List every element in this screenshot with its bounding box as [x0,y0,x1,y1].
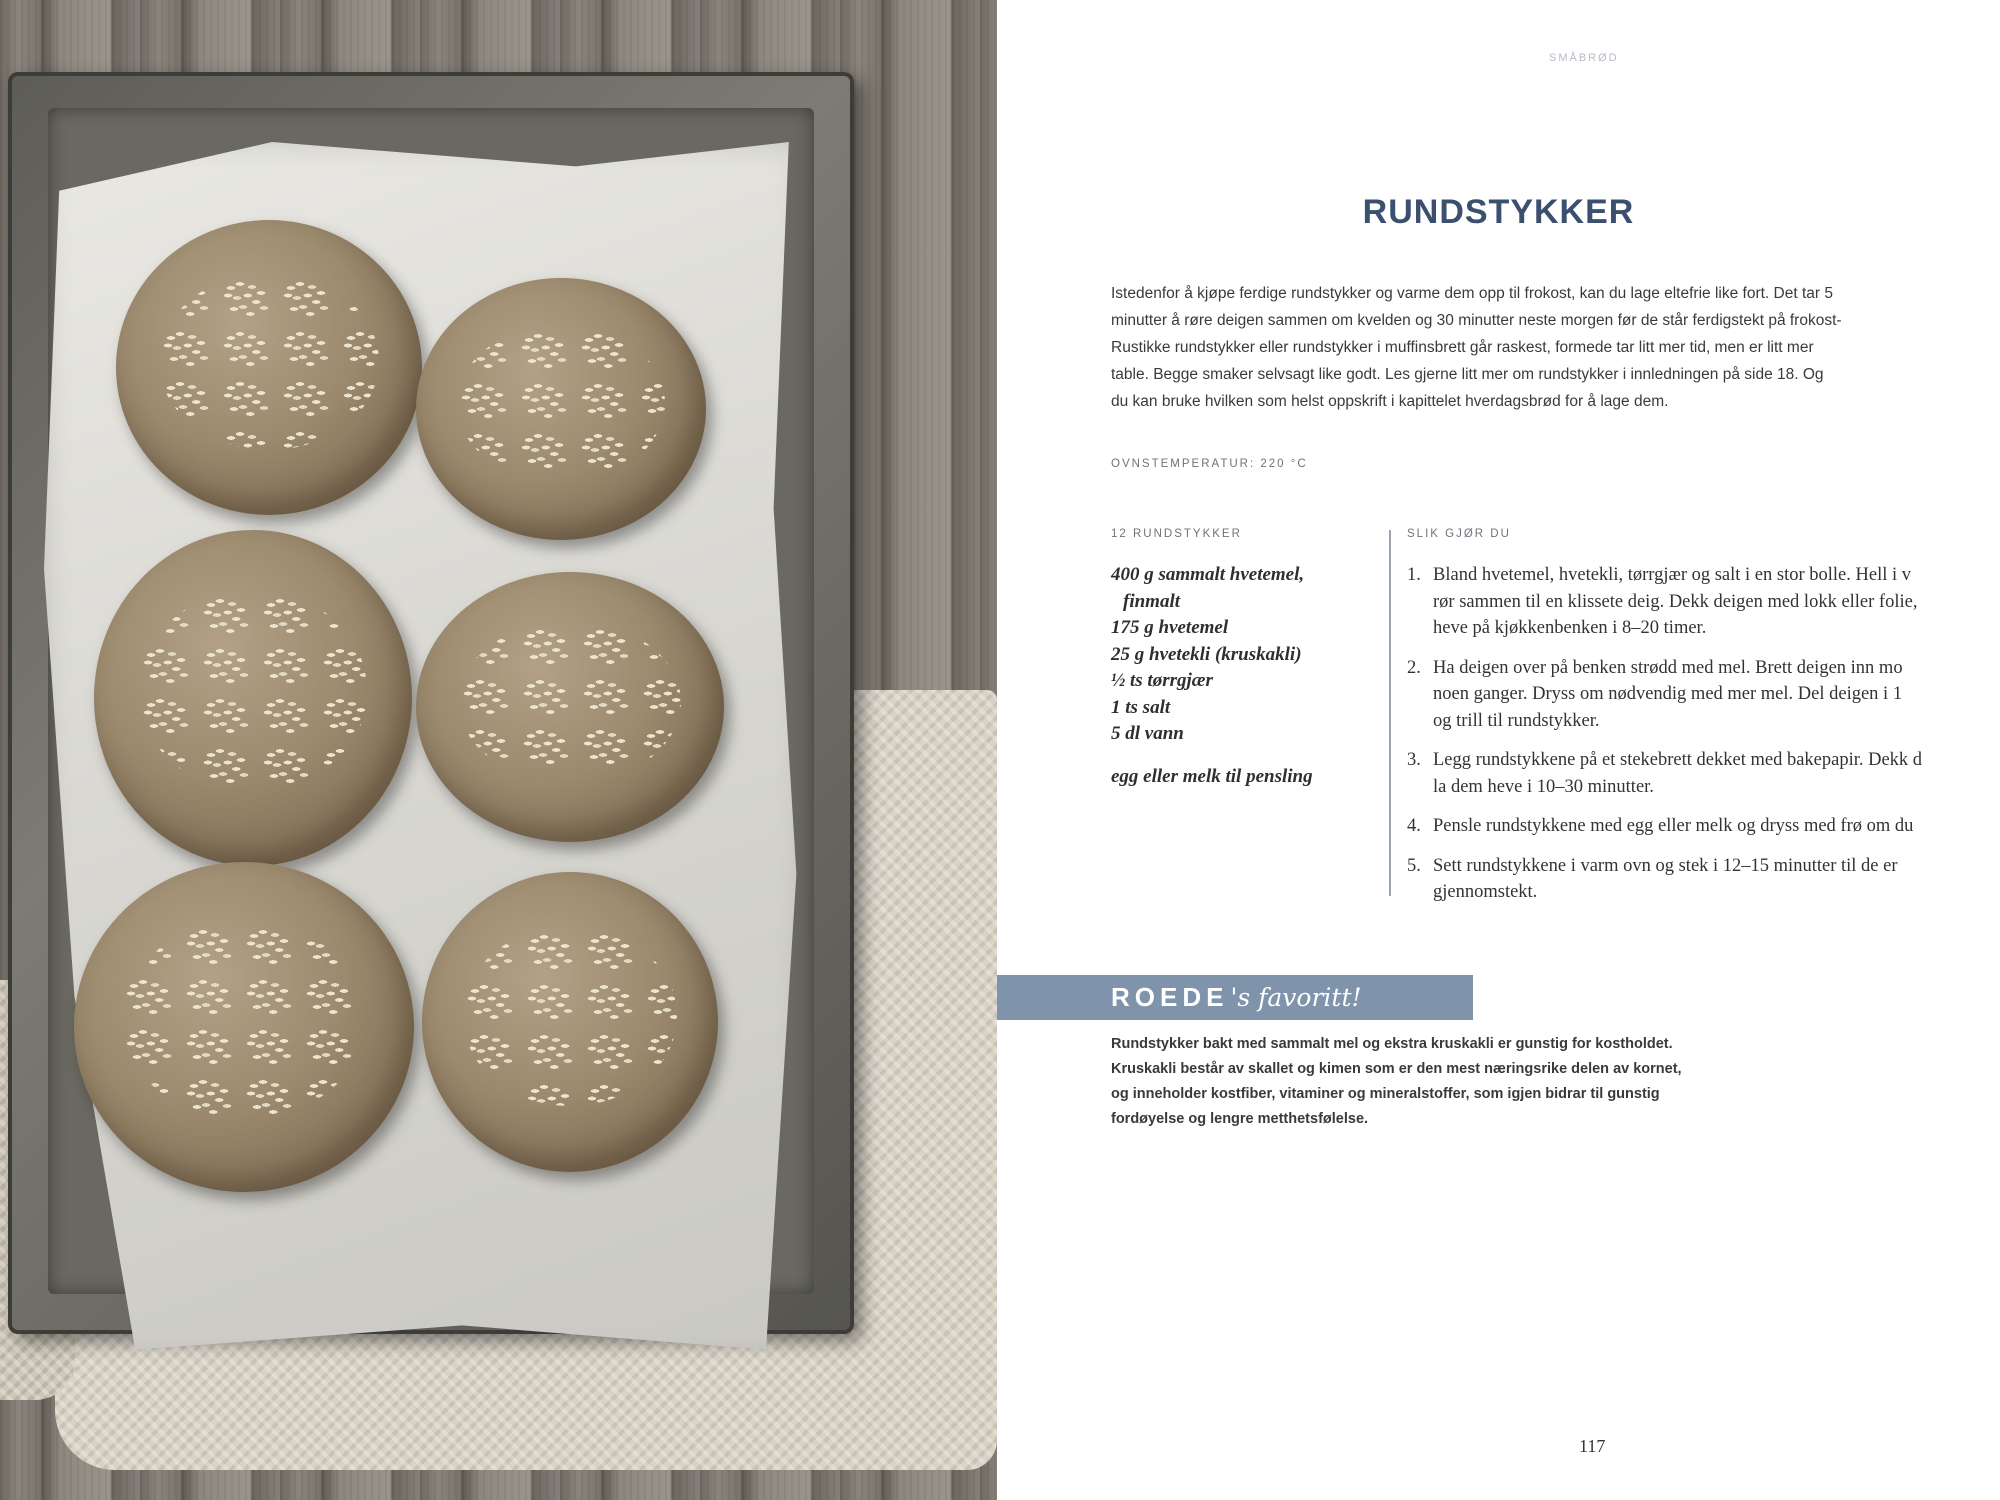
intro-paragraph [1111,280,2000,415]
step-text [1433,562,1917,642]
method-step [1407,813,2000,840]
method-step [1407,562,2000,642]
step-text [1433,813,1913,840]
step-line: rør sammen til en klissete deig. Dekk deigen med lokk eller folie, [1433,591,1918,612]
step-line: noen ganger. Dryss om nødvendig med mer mel. Del deigen i 1 [1433,684,1903,704]
method-step [1407,747,2000,800]
method-steps [1407,562,2000,919]
step-line: Legg rundstykkene på et stekebrett dekket med bakepapir. Dekk d [1433,750,1923,770]
step-number: 4. [1407,816,1421,836]
ingredient-item: 400 g sammalt hvetemel, [1111,564,1305,585]
bread-roll [416,278,706,540]
column-divider [1389,530,1391,896]
running-head: SMÅBRØD [1549,52,1619,64]
step-line: Ha deigen over på benken strødd med mel. Brett deigen inn mo [1433,657,1903,678]
bread-roll [422,872,718,1172]
photo-bread-rolls [0,0,997,1500]
intro-line: Rustikke rundstykker eller rundstykker i muffinsbrett går raskest, formede tar litt mer tid, men er litt mer [1111,339,1814,356]
method-step [1407,655,2000,735]
step-text [1433,655,1903,735]
favorite-note [1111,1032,1991,1132]
banner-suffix: 's favoritt! [1230,983,1362,1012]
favorite-line: fordøyelse og lengre metthetsfølelse. [1111,1111,1369,1127]
favorite-line: og inneholder kostfiber, vitaminer og mineralstoffer, som igjen bidrar til gunstig [1111,1086,1660,1102]
step-number: 3. [1407,750,1421,770]
step-number: 1. [1407,565,1421,585]
bread-roll [416,572,724,842]
ingredient-item: 25 g hvetekli (kruskakli) [1111,643,1302,665]
bread-roll [74,862,414,1192]
step-text [1433,747,1922,800]
intro-line: Istedenfor å kjøpe ferdige rundstykker og varme dem opp til frokost, kan du lage eltefrie like fort. Det tar 5 [1111,285,1833,302]
step-number: 2. [1407,657,1421,678]
step-number: 5. [1407,855,1421,876]
ingredient-item: finmalt [1123,590,1181,612]
ingredient-item: egg eller melk til pensling [1111,765,1313,787]
ingredient-item: ½ ts tørrgjær [1111,670,1213,691]
method-step [1407,853,2000,906]
roede-favorite-banner [997,975,1473,1020]
step-line: la dem heve i 10–30 minutter. [1433,776,1654,797]
step-line: Bland hvetemel, hvetekli, tørrgjær og salt i en stor bolle. Hell i v [1433,565,1912,585]
bread-roll [116,220,422,515]
oven-temperature: OVNSTEMPERATUR: 220 °C [1111,458,1308,470]
banner-brand: ROEDE [1111,982,1229,1012]
ingredient-item: 175 g hvetemel [1111,617,1229,638]
recipe-page [997,0,2000,1500]
bread-roll [94,530,412,866]
intro-line: table. Begge smaker selvsagt like godt. Les gjerne litt mer om rundstykker i innledningen på side 18. Og [1111,366,1824,383]
recipe-title: RUNDSTYKKER [1362,193,1635,231]
ingredient-item: 1 ts salt [1111,696,1171,718]
step-line: gjennomstekt. [1433,882,1538,902]
step-line: og trill til rundstykker. [1433,710,1600,731]
page-number: 117 [1579,1436,1606,1456]
intro-line: minutter å røre deigen sammen om kvelden og 30 minutter neste morgen før de står ferdigstekt på frokost- [1111,312,1842,329]
step-line: heve på kjøkkenbenken i 8–20 timer. [1433,618,1707,638]
ingredient-item: 5 dl vann [1111,723,1184,744]
ingredient-list [1111,562,1351,790]
method-heading: SLIK GJØR DU [1407,528,1511,540]
step-line: Sett rundstykkene i varm ovn og stek i 12–15 minutter til de er [1433,855,1898,876]
step-text [1433,853,1897,906]
portion-heading: 12 RUNDSTYKKER [1111,528,1242,540]
intro-line: du kan bruke hvilken som helst oppskrift i kapittelet hverdagsbrød for å lage dem. [1111,393,1669,410]
baking-tray [8,72,854,1334]
favorite-line: Kruskakli består av skallet og kimen som er den mest næringsrike delen av kornet, [1111,1061,1682,1077]
favorite-line: Rundstykker bakt med sammalt mel og ekstra kruskakli er gunstig for kostholdet. [1111,1036,1673,1052]
step-line: Pensle rundstykkene med egg eller melk og dryss med frø om du [1433,816,1914,836]
